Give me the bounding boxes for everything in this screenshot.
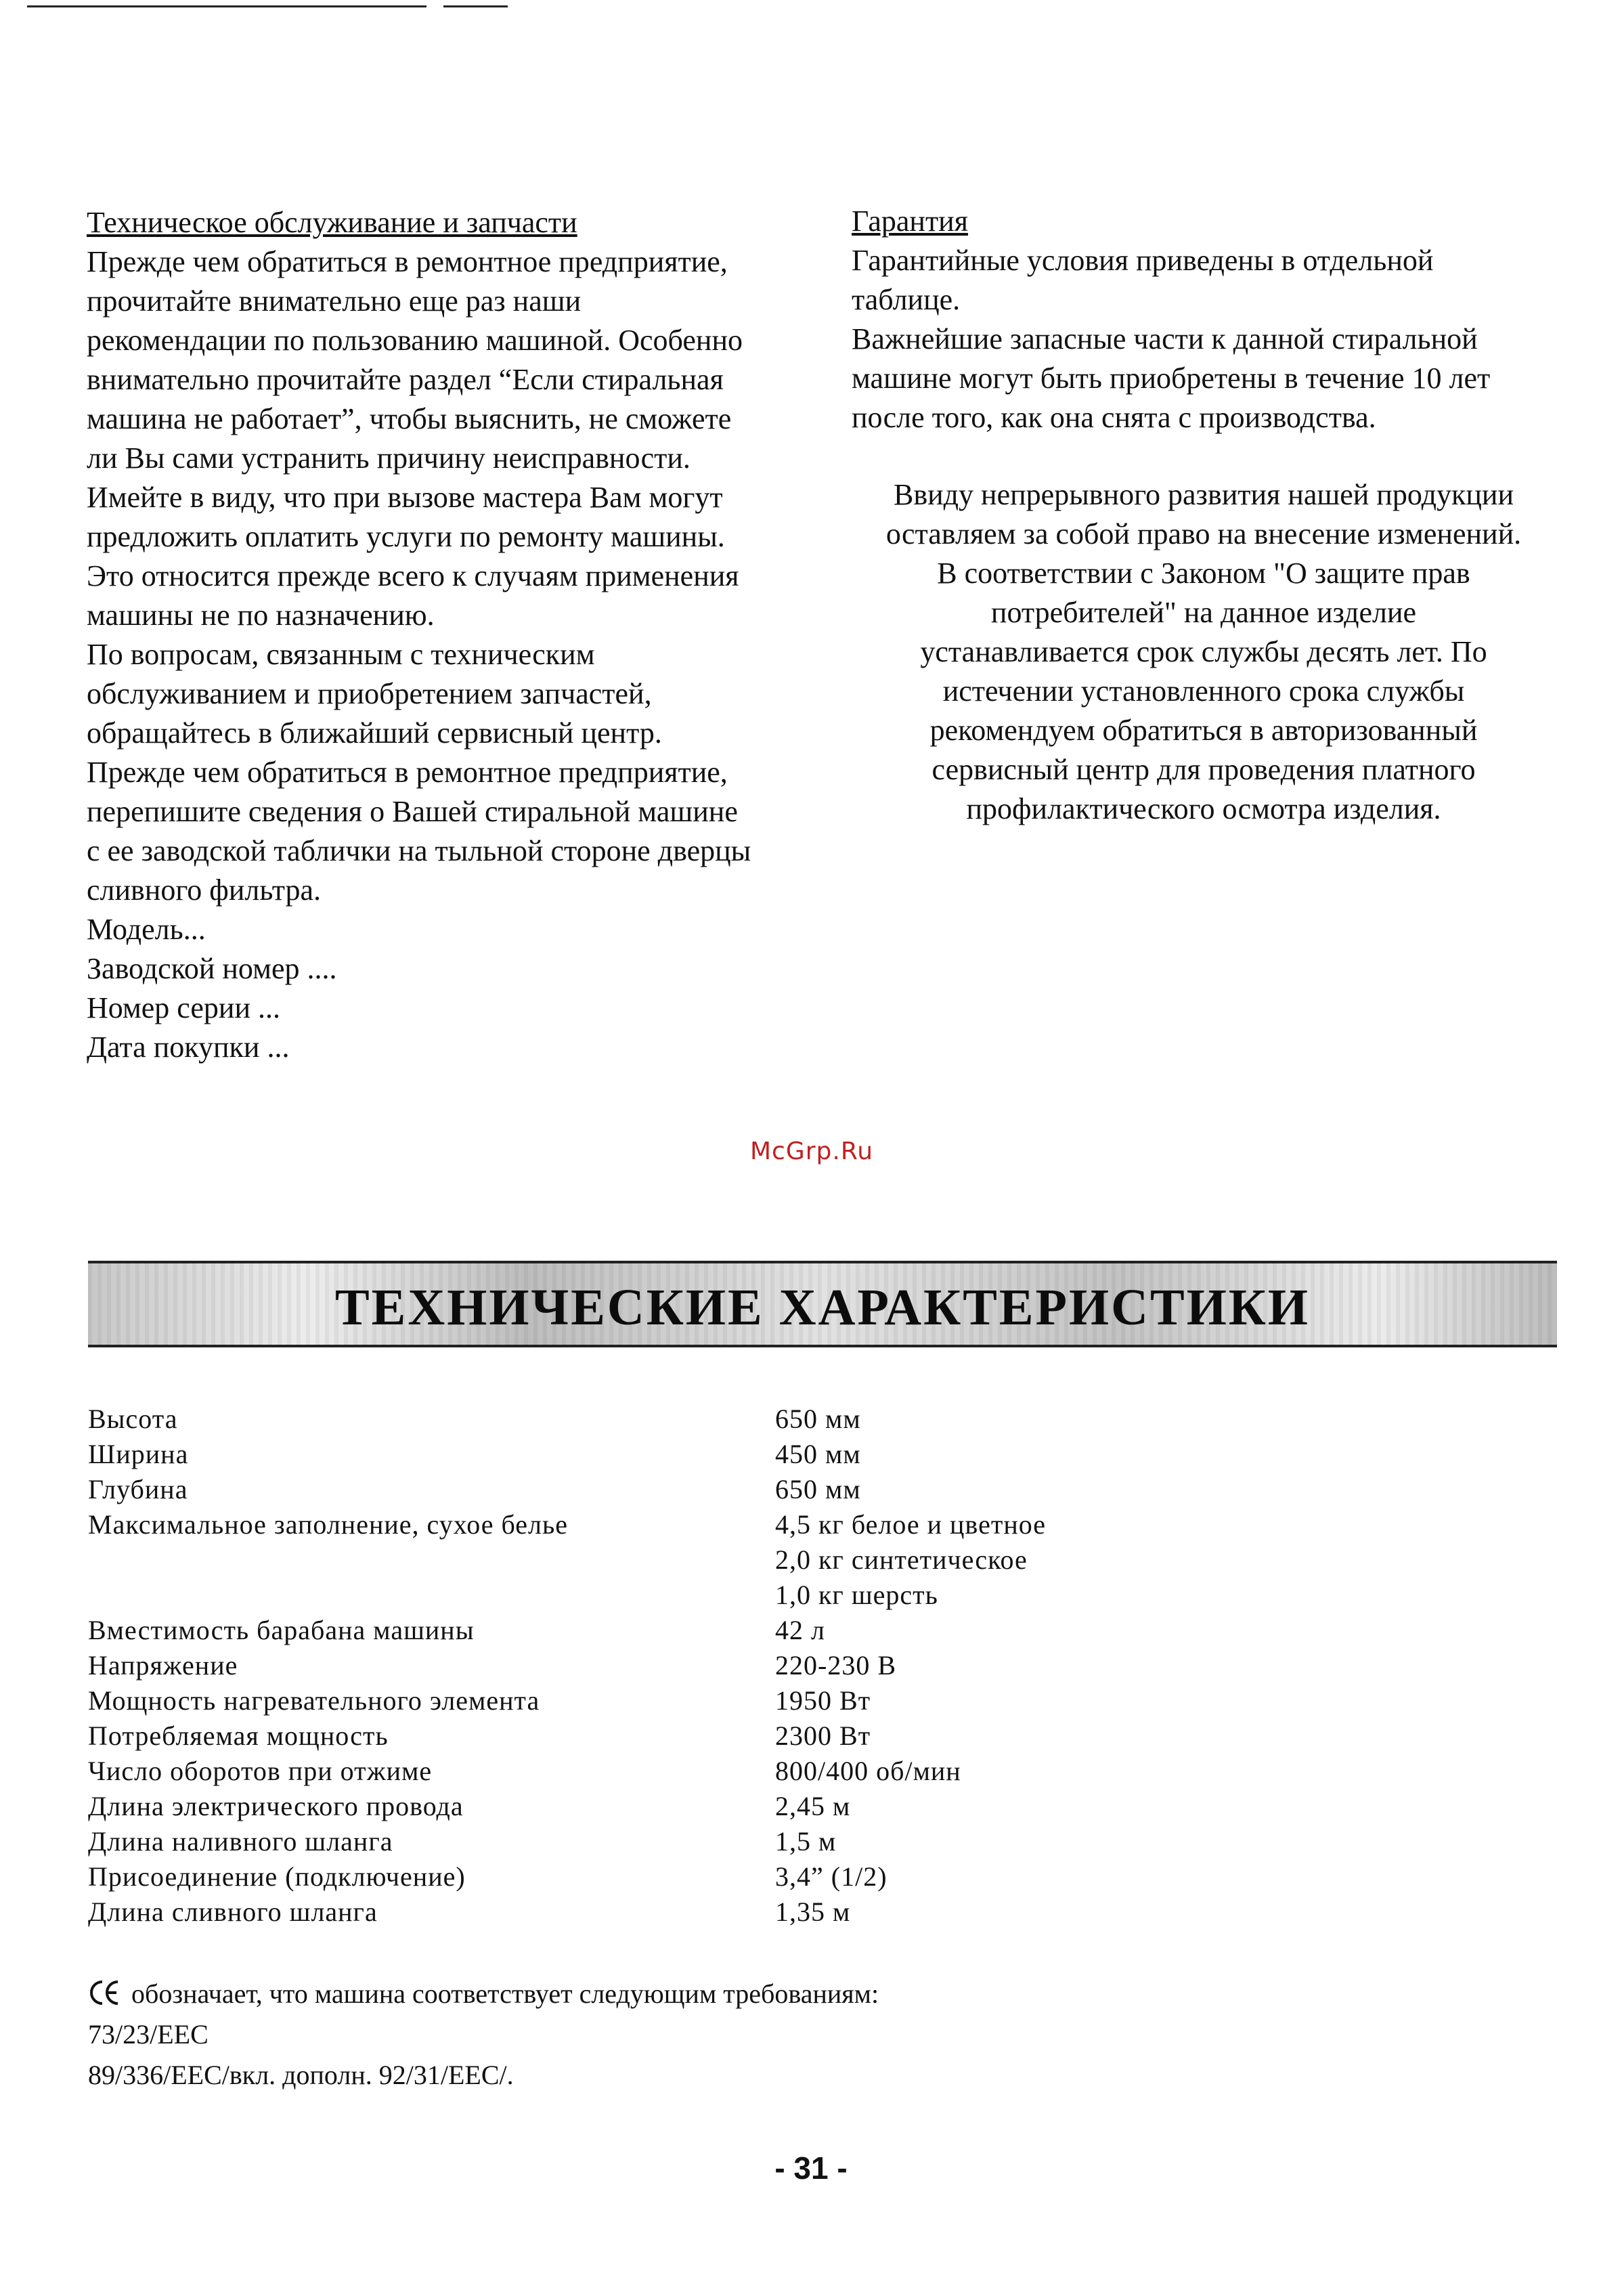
text-line: Гарантийные условия приведены в отдельной — [852, 244, 1434, 277]
text-line: машине могут быть приобретены в течение 10 лет — [852, 362, 1491, 395]
text-line: сервисный центр для проведения платного — [931, 753, 1476, 786]
spec-value: 650 мм — [775, 1474, 861, 1504]
spec-row — [88, 1894, 1557, 1930]
maintenance-section — [87, 203, 784, 1067]
text-line: Имейте в виду, что при вызове мастера Вам могут — [87, 481, 723, 514]
warranty-paragraph-1 — [852, 241, 1556, 320]
spec-label: Длина сливного шланга — [88, 1897, 378, 1927]
maintenance-paragraph-3 — [87, 635, 784, 910]
spec-row — [88, 1402, 1557, 1437]
spec-value: 220-230 В — [775, 1650, 896, 1681]
model-field: Модель... — [87, 913, 206, 946]
text-line: таблице. — [852, 283, 961, 316]
text-line: после того, как она снята с производства. — [852, 401, 1376, 434]
text-line: машины не по назначению. — [87, 599, 435, 632]
text-line: Это относится прежде всего к случаям применения — [87, 559, 739, 592]
serial-number-field: Заводской номер .... — [87, 952, 337, 985]
spec-label: Глубина — [88, 1474, 188, 1504]
spec-value: 4,5 кг белое и цветное — [775, 1509, 1046, 1540]
ce-compliance — [88, 1974, 879, 2096]
text-line: рекомендации по пользованию машиной. Особенно — [87, 324, 743, 357]
spec-row — [88, 1648, 1557, 1683]
directive-line: 73/23/EEC — [88, 2019, 209, 2050]
spec-row — [88, 1437, 1557, 1472]
spec-label: Число оборотов при отжиме — [88, 1756, 433, 1786]
text-line: В соответствии с Законом "О защите прав — [937, 557, 1470, 590]
text-line: прочитайте внимательно еще раз наши — [87, 284, 582, 318]
ce-mark-icon — [88, 1978, 122, 2007]
spec-label: Ширина — [88, 1439, 189, 1469]
text-line: сливного фильтра. — [87, 873, 322, 907]
maintenance-paragraph-2 — [87, 478, 784, 635]
text-line: Важнейшие запасные части к данной стиральной — [852, 322, 1478, 355]
text-line: устанавливается срок службы десять лет. По — [920, 635, 1487, 668]
spec-row — [88, 1754, 1557, 1789]
spec-label: Потребляемая мощность — [88, 1720, 389, 1751]
watermark: McGrp.Ru — [750, 1138, 874, 1165]
product-changes-notice — [852, 475, 1556, 829]
spec-value: 450 мм — [775, 1439, 861, 1469]
spec-row — [88, 1472, 1557, 1507]
ce-statement-line — [88, 1974, 879, 2014]
spec-value: 800/400 об/мин — [775, 1756, 961, 1786]
text-line: обращайтесь в ближайший сервисный центр. — [87, 716, 662, 750]
top-rule-right — [443, 5, 508, 7]
spec-label: Длина наливного шланга — [88, 1826, 393, 1857]
appliance-fields — [87, 910, 784, 1067]
warranty-paragraph-2 — [852, 320, 1556, 437]
spec-label: Высота — [88, 1404, 178, 1434]
warranty-section — [852, 202, 1556, 829]
text-line: рекомендуем обратиться в авторизованный — [929, 714, 1478, 747]
text-line: Ввиду непрерывного развития нашей продукции — [893, 478, 1514, 511]
spec-label — [88, 1542, 775, 1578]
spec-value: 3,4” (1/2) — [775, 1861, 887, 1892]
text-line: перепишите сведения о Вашей стиральной машине — [87, 795, 738, 828]
spec-label: Присоединение (подключение) — [88, 1861, 466, 1892]
text-line: потребителей" на данное изделие — [990, 596, 1417, 629]
spec-label: Напряжение — [88, 1650, 238, 1681]
spec-value: 1,0 кг шерсть — [775, 1580, 938, 1610]
top-rule-left — [27, 5, 426, 7]
spec-value: 1950 Вт — [775, 1685, 871, 1716]
spec-row — [88, 1789, 1557, 1824]
specs-table — [88, 1402, 1557, 1930]
text-line: ли Вы сами устранить причину неисправности. — [87, 441, 691, 475]
text-line: машина не работает”, чтобы выяснить, не сможете — [87, 402, 732, 435]
directive-line: 89/336/EEC/вкл. дополн. 92/31/EEC/. — [88, 2060, 514, 2090]
text-line: оставляем за собой право на внесение изменений. — [885, 517, 1522, 550]
series-number-field: Номер серии ... — [87, 991, 280, 1024]
spec-label: Вместимость барабана машины — [88, 1615, 475, 1645]
text-line: внимательно прочитайте раздел “Если стиральная — [87, 363, 724, 396]
specs-title: ТЕХНИЧЕСКИЕ ХАРАКТЕРИСТИКИ — [334, 1279, 1311, 1336]
specs-banner — [88, 1261, 1557, 1347]
maintenance-heading: Техническое обслуживание и запчасти — [87, 206, 577, 239]
spec-row — [88, 1859, 1557, 1894]
text-line: Прежде чем обратиться в ремонтное предприятие, — [87, 245, 728, 278]
spec-label: Максимальное заполнение, сухое белье — [88, 1509, 568, 1540]
spec-value: 2,0 кг синтетическое — [775, 1544, 1028, 1575]
text-line: истечении установленного срока службы — [942, 674, 1465, 708]
spec-row — [88, 1824, 1557, 1859]
spec-value: 650 мм — [775, 1404, 861, 1434]
text-line: обслуживанием и приобретением запчастей, — [87, 677, 652, 710]
spec-label — [88, 1578, 775, 1613]
text-line: предложить оплатить услуги по ремонту машины. — [87, 520, 725, 553]
spec-row — [88, 1613, 1557, 1648]
text-line: Прежде чем обратиться в ремонтное предприятие, — [87, 756, 728, 789]
spec-value: 2300 Вт — [775, 1720, 871, 1751]
spec-row — [88, 1507, 1557, 1542]
maintenance-paragraph-1 — [87, 242, 784, 478]
spec-value: 1,5 м — [775, 1826, 837, 1857]
spec-row — [88, 1578, 1557, 1613]
purchase-date-field: Дата покупки ... — [87, 1031, 290, 1064]
spec-row — [88, 1718, 1557, 1754]
ce-statement: обозначает, что машина соответствует следующим требованиям: — [131, 1978, 879, 2009]
warranty-heading: Гарантия — [852, 204, 968, 238]
spec-label: Мощность нагревательного элемента — [88, 1685, 540, 1716]
spec-label: Длина электрического провода — [88, 1791, 464, 1821]
text-line: По вопросам, связанным с техническим — [87, 638, 595, 671]
spec-value: 42 л — [775, 1615, 825, 1645]
spec-value: 1,35 м — [775, 1897, 851, 1927]
text-line: профилактического осмотра изделия. — [966, 792, 1441, 825]
spec-row — [88, 1542, 1557, 1578]
spec-row — [88, 1683, 1557, 1718]
spec-value: 2,45 м — [775, 1791, 851, 1821]
text-line: с ее заводской таблички на тыльной стороне дверцы — [87, 834, 751, 867]
page-number: - 31 - — [774, 2150, 848, 2186]
